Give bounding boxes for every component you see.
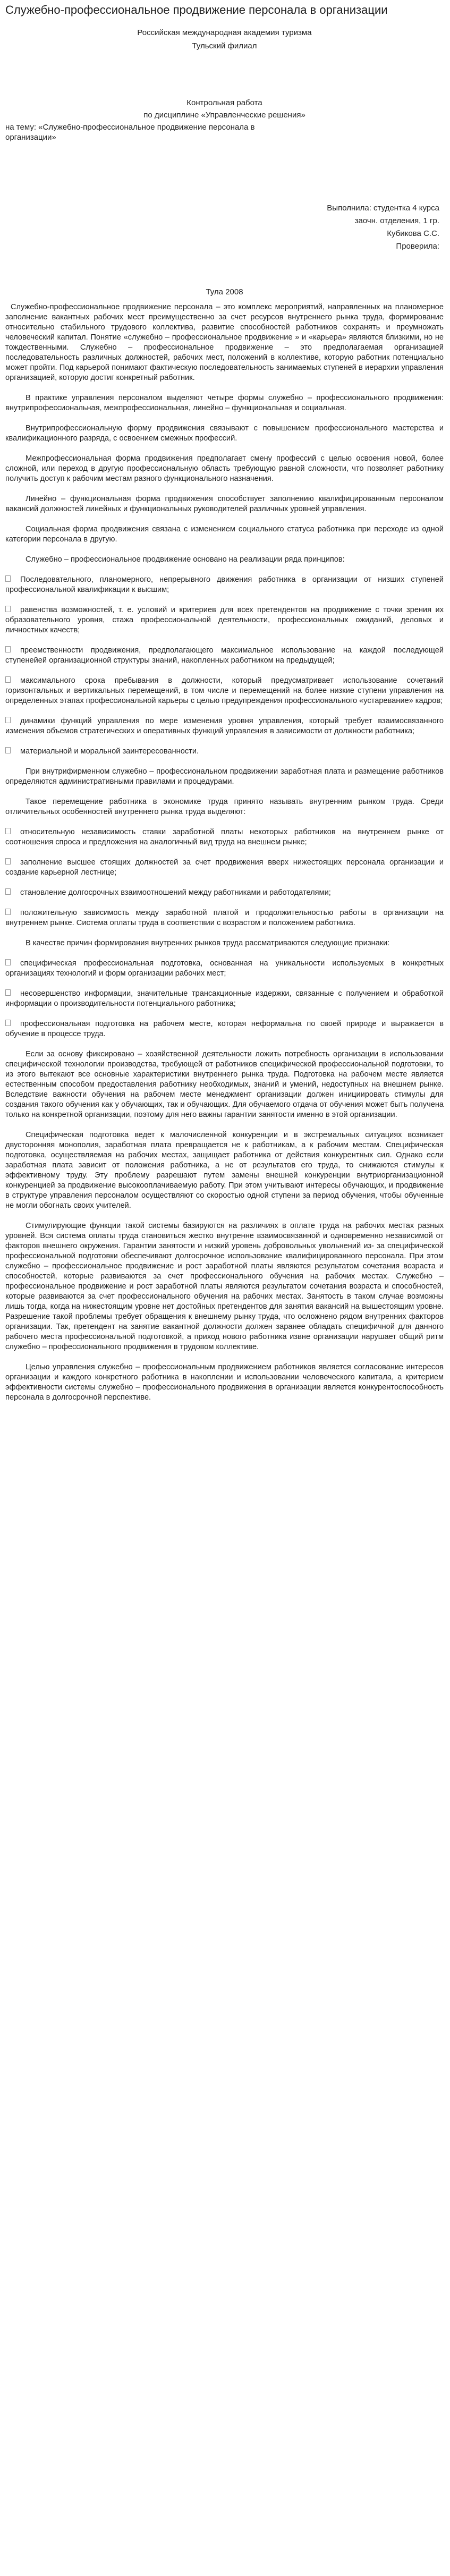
bullet-icon: [5, 717, 11, 723]
principles-list: [5, 575, 444, 757]
reasons-list: [5, 959, 444, 1039]
paragraph: Специфическая подготовка ведет к малочисленной конкуренции и в экстремальных ситуациях возникает двусторонняя монополия, заработная плата превращается не к работникам, а к рабочим местам. Специфическая подготовка, осуществляемая на рабочих местах, защищает работника от действия конкурентных сил. Однако если заработная плата зависит от положения работника, а не от результатов его труда, то снижаются стимулы к эффективному труду. Эту проблему разрешают путем замены внешней конкуренции внутриорганизационной конкуренцией за продвижение высокооплачиваемую работу. При этом учитывают интересы обучающих, и продвижение в структуре управления персоналом осуществляют со скоростью одной ступени за период обучения, чтобы обученные не могли обогнать своих учителей.: [5, 1131, 444, 1210]
paragraph: В практике управления персоналом выделяют четыре формы служебно – профессионального продвижения: внутрипрофессиональная, межпрофессиональная, линейно – функциональная и социальная.: [5, 394, 444, 412]
paragraph: При внутрифирменном служебно – профессиональном продвижении заработная плата и размещение работников определяются административными правилами и процедурами.: [5, 767, 444, 786]
discipline: по дисциплине «Управленческие решения»: [143, 111, 305, 120]
bullet-icon: [5, 858, 11, 865]
bullet-icon: [5, 646, 11, 653]
topic-line-1: на тему: «Служебно-профессиональное продвижение персонала в: [5, 123, 255, 132]
paragraph: Межпрофессиональная форма продвижения предполагает смену профессий с целью освоения новой, более сложной, или переход в другую профессиональную область требующую равной сложности, что позволяет работнику получить доступ к рабочим местам разного функционального назначения.: [5, 454, 444, 483]
list-item: материальной и моральной заинтересованности.: [5, 747, 444, 757]
bullet-icon: [5, 989, 11, 996]
list-item: относительную независимость ставки заработной платы некоторых работников на внутреннем рынке от соотношения спроса и предложения на аналогичный вид труда на внешнем рынке;: [5, 828, 444, 846]
bullet-icon: [5, 575, 11, 582]
paragraph: Такое перемещение работника в экономике труда принято называть внутренним рынком труда. Среди отличительных особенностей внутреннего рынка труда выделяют:: [5, 798, 444, 816]
signature-block: [5, 202, 444, 253]
list-item: динамики функций управления по мере изменения уровня управления, который требует взаимосвязанного изменения объемов стратегических и оперативных функций управления в зависимости от должности работника;: [5, 717, 444, 735]
bullet-icon: [5, 747, 11, 753]
city-year: Тула 2008: [206, 287, 243, 296]
topic-line-2: организации»: [5, 133, 56, 142]
list-item: специфическая профессиональная подготовка, основанная на уникальности используемых в конкретных организациях технологий и форм организации рабочих мест;: [5, 959, 444, 978]
bullet-icon: [5, 828, 11, 834]
bullet-icon: [5, 959, 11, 965]
list-item: заполнение высшее стоящих должностей за счет продвижения вверх нижестоящих персонала организации и создание карьерной лестнице;: [5, 858, 444, 877]
done-by: Выполнила: студентка 4 курса: [327, 204, 439, 213]
paragraph: В качестве причин формирования внутренних рынков труда рассматриваются следующие признаки:: [26, 939, 390, 947]
bullet-icon: [5, 606, 11, 612]
body-text: [5, 302, 444, 1403]
checked-by: Проверила:: [396, 242, 439, 251]
list-item: Последовательного, планомерного, непрерывного движения работника в организации от низших ступеней профессиональной квалификации к высшим;: [5, 575, 444, 594]
paragraph: Внутрипрофессиональную форму продвижения связывают с повышением профессионального мастерства и квалификационного разряда, с освоением смежных профессий.: [5, 424, 444, 443]
bullet-icon: [5, 1020, 11, 1026]
title-block: [5, 28, 444, 142]
list-item: несовершенство информации, значительные трансакционные издержки, связанные с получением и обработкой информации о производительности потенциального работника;: [5, 989, 444, 1008]
bullet-icon: [5, 676, 11, 683]
features-list: [5, 827, 444, 928]
paragraph: Стимулирующие функции такой системы базируются на различиях в оплате труда на рабочих местах разных уровней. Вся система оплаты труда становиться жестко внутренне взаимосвязанной и одновременно независимой от факторов внешнего окружения. Гарантии занятости и низкий уровень добровольных увольнений из- за специфической профессиональной подготовки обеспечивают долгосрочное использование квалифицированного персонала. При этом служебно – профессиональное продвижение и рост заработной платы являются результатом сочетания возраста и способностей, которые развиваются за счет профессионального обучения на рабочих местах. Служебно – профессиональное продвижение и рост заработной платы являются результатом сочетания возраста и способностей, которые развиваются за счет профессионального обучения на рабочих местах. Занятость в таком случае возможны лишь тогда, когда на нижестоящим уровне нет достойных претендентов для занятия вакансий на вышестоящим уровне. Разрешение такой проблемы требует обращения к внешнему рынку труда, что осложнено рядом внутренних факторов организации. Так, претендент на занятие вакантной должности должен заранее обладать специфичной для данного рабочего места профессиональной подготовкой, а приход нового работника извне организации нарушает общий ритм служебно – профессионального продвижения в трудовом коллективе.: [5, 1222, 444, 1351]
list-item: преемственности продвижения, предполагающего максимальное использование на каждой последующей ступенейей организационной структуры знаний, накопленных работником на предыдущей;: [5, 646, 444, 665]
bullet-icon: [5, 888, 11, 895]
page-title: Служебно-профессиональное продвижение персонала в организации: [5, 3, 388, 16]
branch-name: Тульский филиал: [192, 41, 257, 50]
paragraph: Социальная форма продвижения связана с изменением социального статуса работника при переходе из одной категории персонала в другую.: [5, 525, 444, 544]
list-item: максимального срока пребывания в должности, который предусматривает использование сочетаний горизонтальных и вертикальных перемещений, в том числе и перемещений на более низкие ступени управления на определенных этапах профессиональной карьеры с целью предупреждения профессионального «устаревание» кадров;: [5, 676, 444, 705]
list-item: профессиональная подготовка на рабочем месте, которая неформальна по своей природе и выражается в обучение в процессе труда.: [5, 1020, 444, 1038]
paragraph: Служебно-профессиональное продвижение персонала – это комплекс мероприятий, направленных на планомерное заполнение вакантных рабочих мест преимущественно за счет ресурсов внутреннего рынка труда, формирование относительно стабильного трудового коллектива, развитие способностей работников сохранять и преумножать человеческий капитал. Понятие «служебно – профессиональное продвижение » и «карьера» являются близкими, но не тождественными. Служебно – профессиональное продвижение – это предполагаемая организацией последовательность различных должностей, рабочих мест, положений в коллективе, которую работник потенциально может пройти. Под карьерой понимают фактическую последовательность занимаемых ступеней в иерархии управления организацией, которую достиг конкретный работник.: [5, 303, 444, 382]
department: заочн. отделения, 1 гр.: [354, 216, 439, 225]
paragraph: Служебно – профессиональное продвижение основано на реализации ряда принципов:: [26, 555, 345, 564]
list-item: равенства возможностей, т. е. условий и критериев для всех претендентов на продвижение с точки зрения их образовательного уровня, стажа профессиональной деятельности, профессиональных ожиданий, деловых и личностных качеств;: [5, 606, 444, 634]
bullet-icon: [5, 909, 11, 915]
list-item: становление долгосрочных взаимоотношений между работниками и работодателями;: [5, 888, 444, 898]
work-type: Контрольная работа: [186, 98, 262, 107]
list-item: положительную зависимость между заработной платой и продолжительностью работы в организации на внутреннем рынке. Система оплаты труда в соответствии с возрастом и положением работника.: [5, 909, 444, 927]
paragraph: Целью управления служебно – профессиональным продвижением работников является согласование интересов организации и каждого конкретного работника в накоплении и использовании человеческого капитала, а критерием эффективности системы служебно – профессионального продвижения в организации является конкурентоспособность персонала в долгосрочной перспективе.: [5, 1363, 444, 1402]
academy-name: Российская международная академия туризма: [137, 28, 312, 37]
student-name: Кубикова С.С.: [387, 229, 439, 238]
paragraph: Если за основу фиксировано – хозяйственной деятельности ложить потребность организации в использовании специфической технологии производства, требующей от работников специфической профессиональной подготовки, то из этого вытекают все основные характеристики внутреннего рынка труда. Подготовка на рабочем месте является естественным способом предоставления работнику необходимых, знаний и умений, недоступных на внешнем рынке. Вследствие важности обучения на рабочем месте менеджмент организации должен инициировать стимулы для создания такого обучения как у обучающих, так и обучающих. Для обучаемого отдача от обучения может быть получена только на конкретной организации, поэтому для него важны гарантии занятости именно в этой организации.: [5, 1050, 444, 1119]
paragraph: Линейно – функциональная форма продвижения способствует заполнению квалифицированным персоналом вакансий должностей линейных и функциональных руководителей различных уровней управления.: [5, 495, 444, 513]
